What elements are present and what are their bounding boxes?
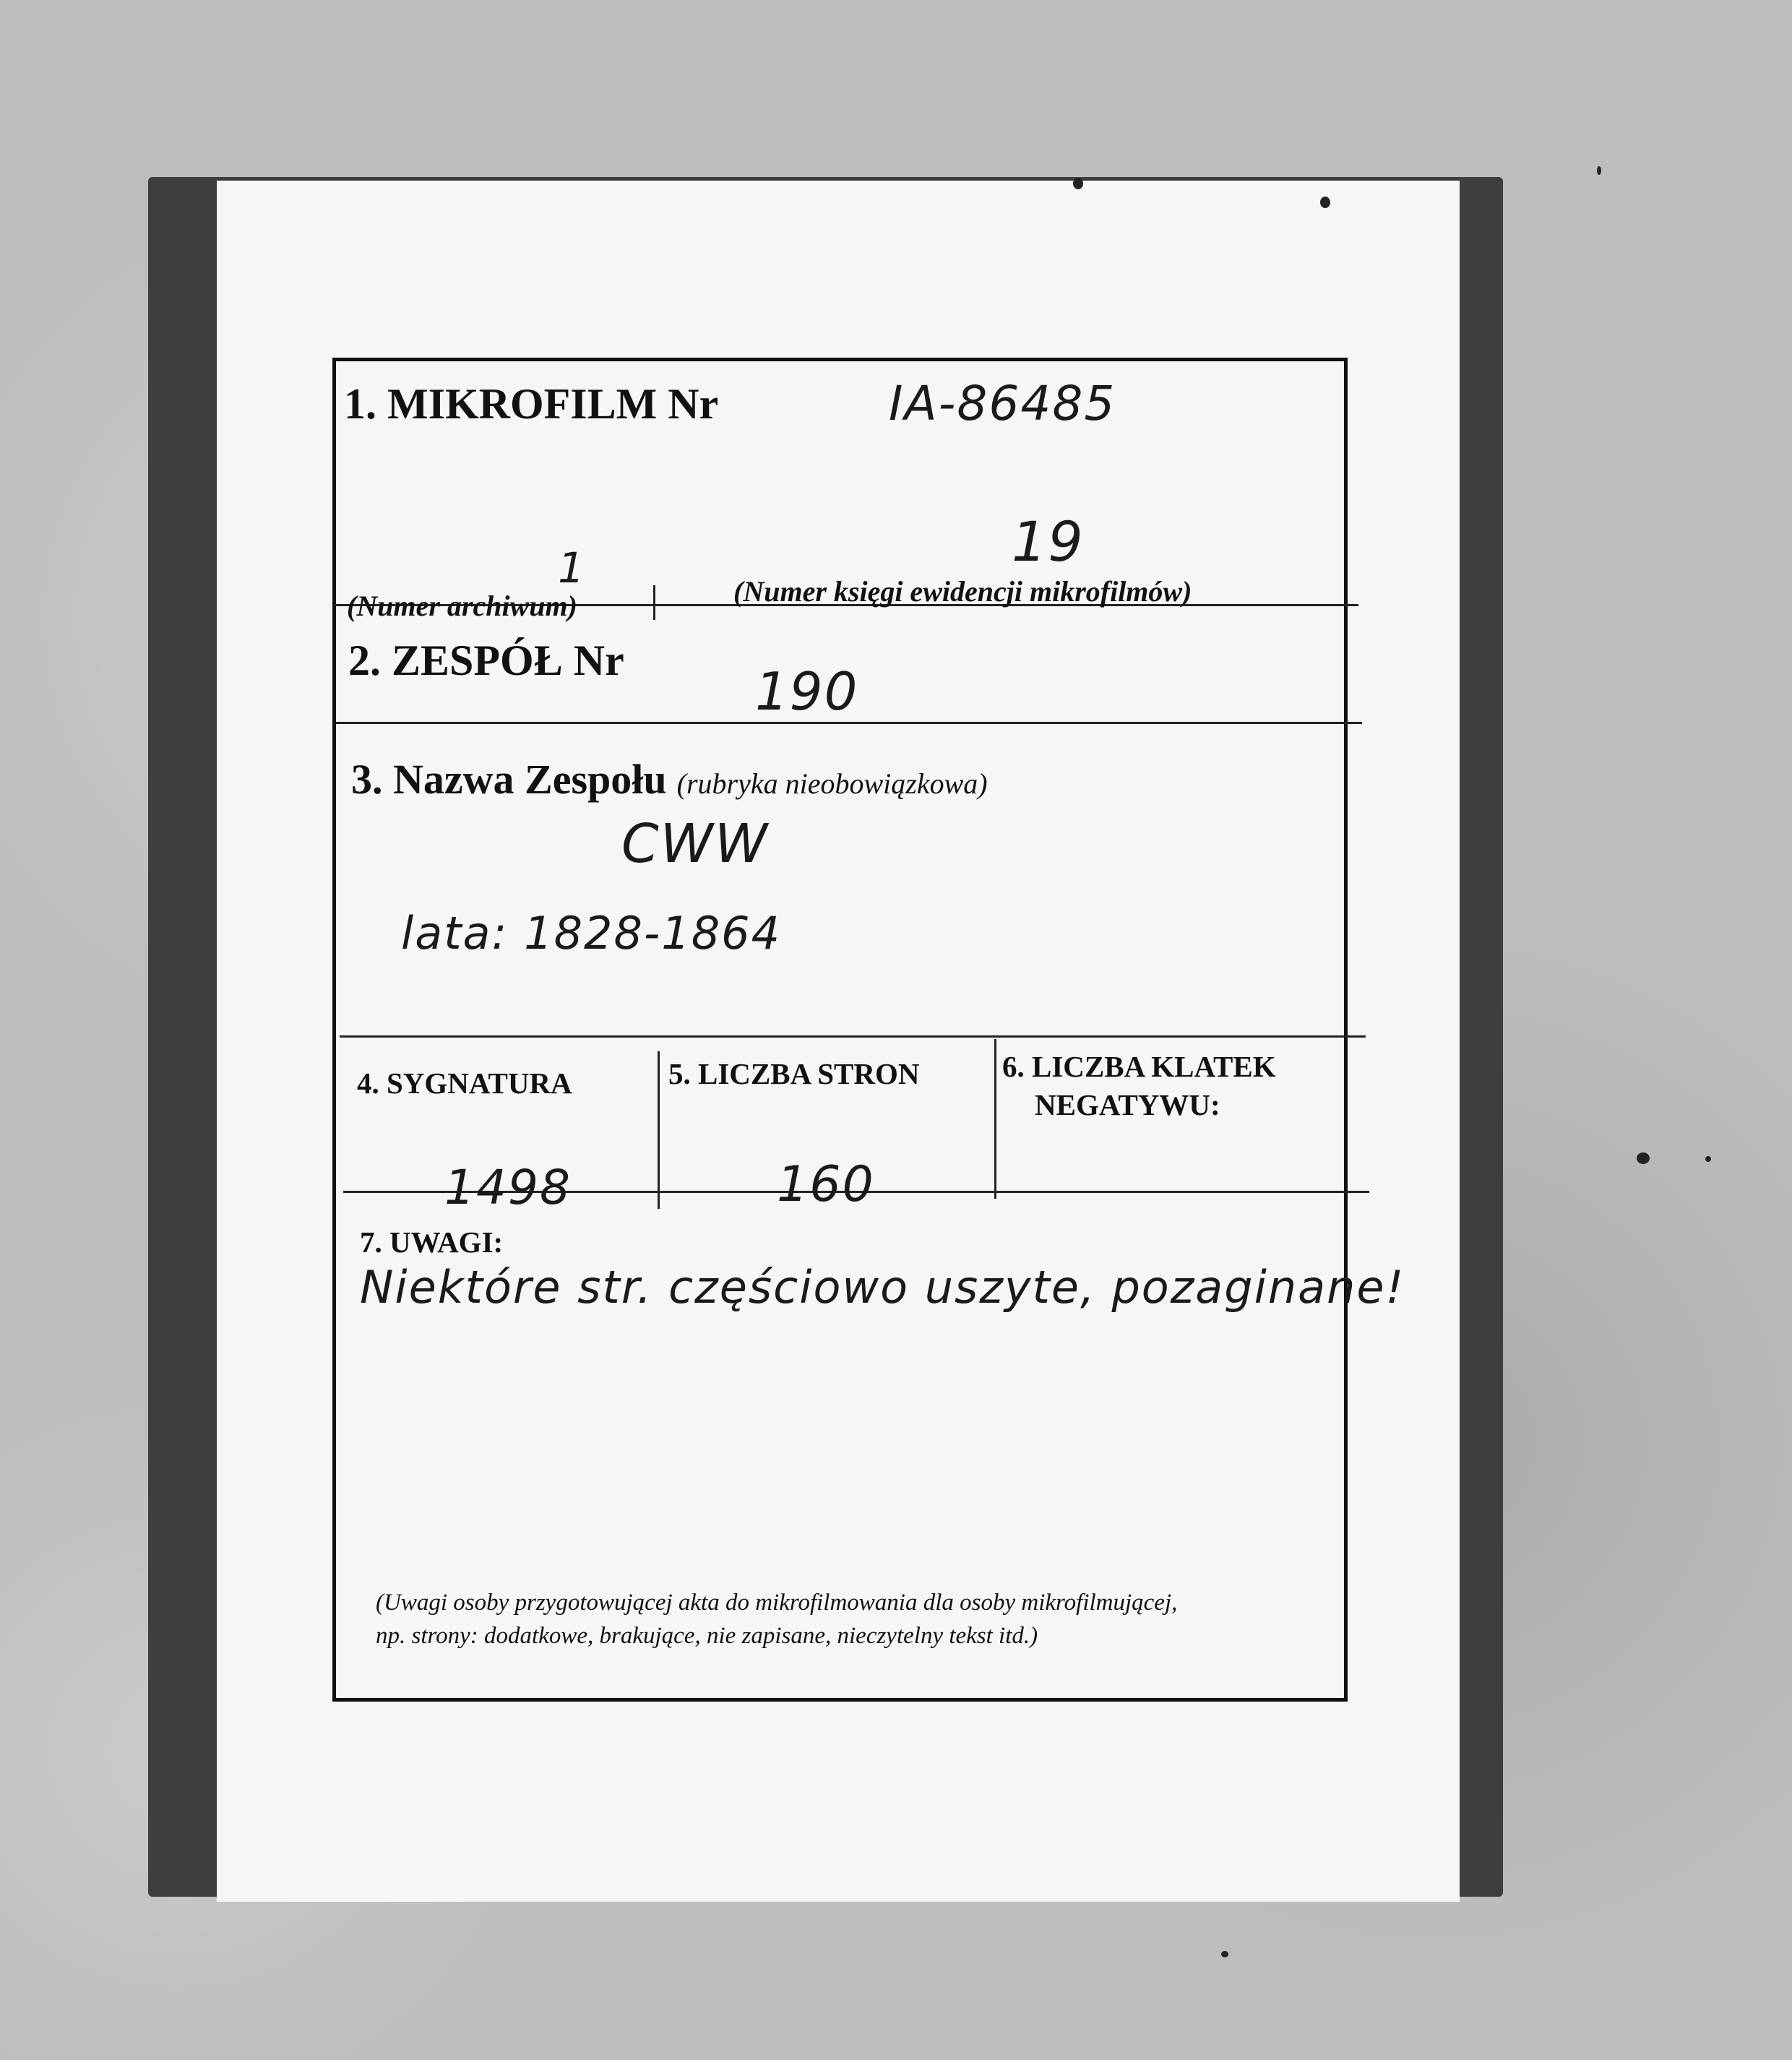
dust-speck: [1637, 1152, 1650, 1164]
fond-name-note: (rubryka nieobowiązkowa): [676, 767, 988, 800]
separator-bar: [653, 585, 655, 620]
fond-years-value: lata: 1828-1864: [401, 907, 782, 960]
page-count-label: 5. LICZBA STRON: [668, 1057, 920, 1090]
remarks-label: 7. UWAGI:: [360, 1225, 504, 1259]
punch-mark: [1073, 178, 1083, 189]
microfilm-number-label: 1. MIKROFILM Nr: [344, 380, 719, 428]
row-divider: [336, 722, 1362, 724]
dust-speck: [1221, 1951, 1228, 1957]
column-divider: [658, 1051, 660, 1209]
register-number-label: (Numer księgi ewidencji mikrofilmów): [733, 575, 1192, 608]
fond-name-value: CWW: [621, 813, 770, 875]
footnote-line-2: np. strony: dodatkowe, brakujące, nie zapisane, nieczytelny tekst itd.): [376, 1623, 1038, 1649]
signature-value: 1498: [444, 1160, 572, 1215]
fond-name-row: [351, 755, 988, 803]
remarks-value: Niektóre str. częściowo uszyte, pozaginane!: [360, 1261, 1405, 1314]
negative-frames-label-line2: NEGATYWU:: [1035, 1088, 1220, 1121]
row-divider: [340, 1035, 1366, 1038]
fond-name-label: 3. Nazwa Zespołu: [351, 756, 667, 803]
punch-mark: [1320, 197, 1330, 208]
remarks-footnote: [376, 1586, 1373, 1652]
column-divider: [994, 1039, 996, 1199]
dust-speck: [1597, 166, 1601, 175]
archive-number-label: (Numer archiwum): [347, 590, 577, 622]
signature-label: 4. SYGNATURA: [357, 1066, 572, 1100]
microfilm-number-value: IA-86485: [889, 376, 1116, 431]
negative-frames-label-line1: 6. LICZBA KLATEK: [1002, 1050, 1276, 1083]
dust-speck: [1705, 1156, 1711, 1162]
fond-number-label: 2. ZESPÓŁ Nr: [348, 637, 624, 684]
page-count-value: 160: [777, 1156, 875, 1213]
archive-number-value: 1: [558, 543, 586, 592]
microfilm-form: [332, 358, 1348, 1702]
footnote-line-1: (Uwagi osoby przygotowującej akta do mikrofilmowania dla osoby mikrofilmującej,: [376, 1590, 1178, 1616]
register-number-value: 19: [1012, 509, 1085, 574]
fond-number-value: 190: [755, 661, 859, 722]
